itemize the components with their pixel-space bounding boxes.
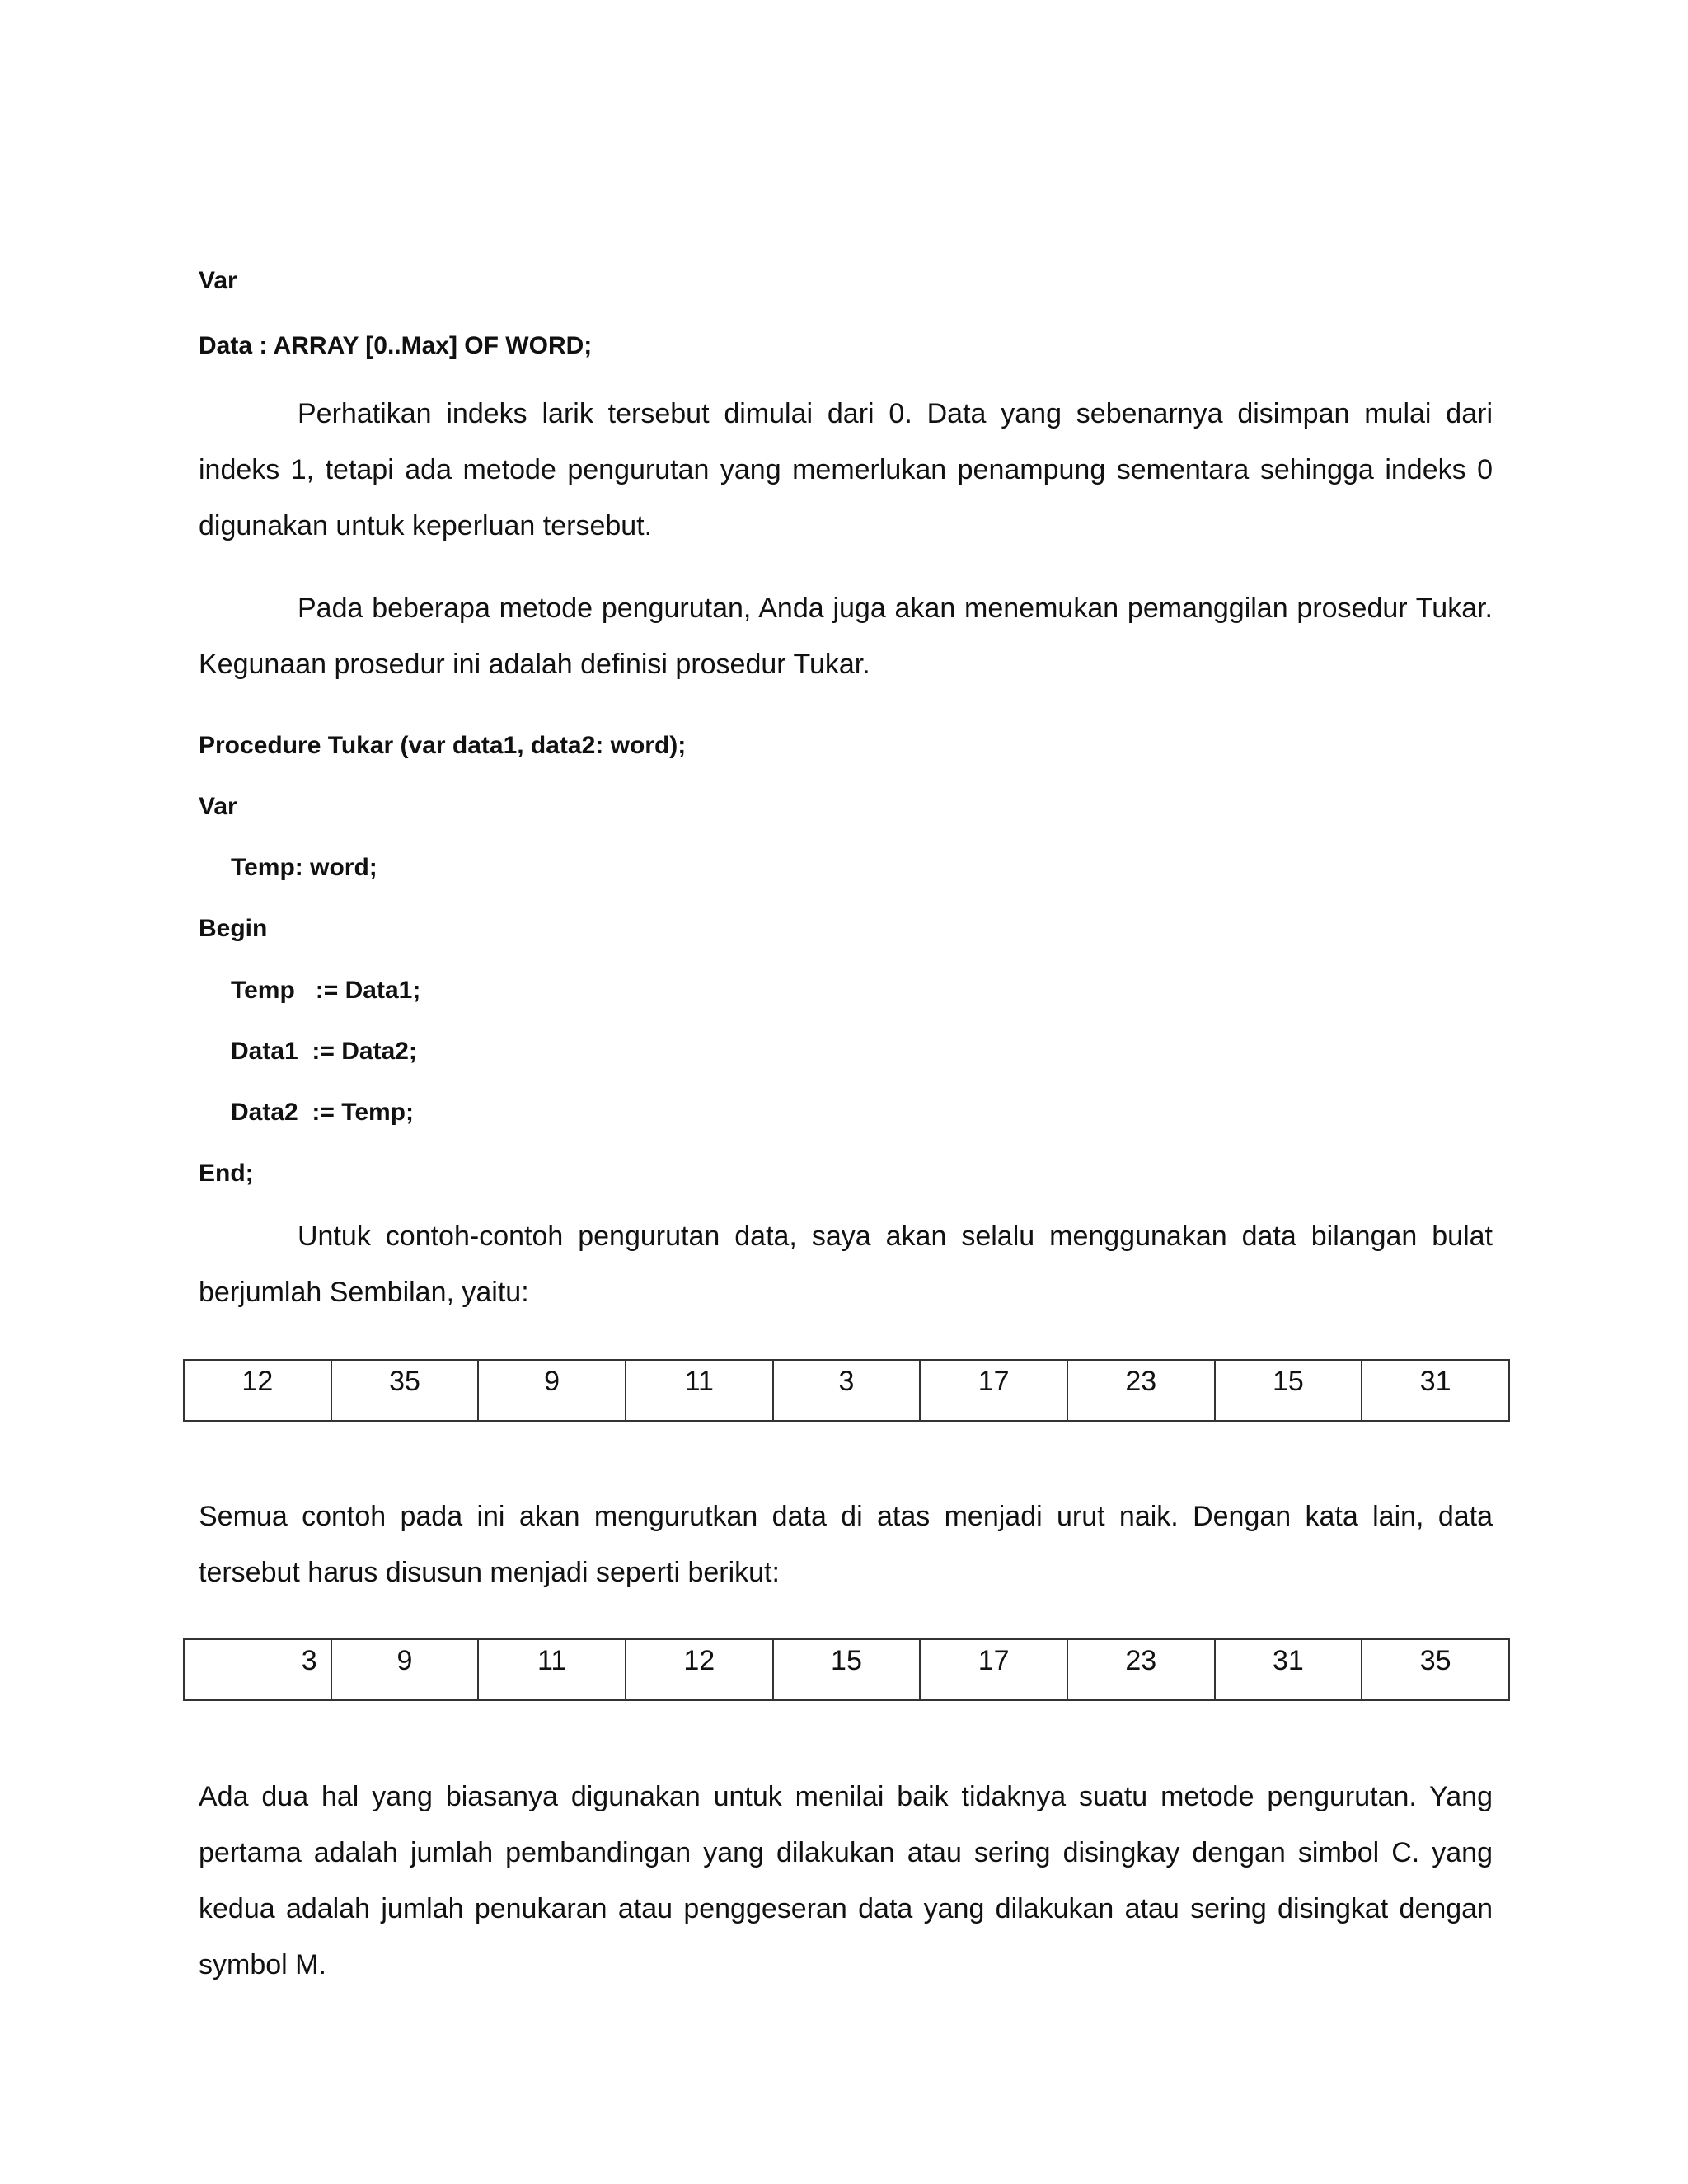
table-cell: 17 xyxy=(920,1639,1067,1700)
unsorted-data-table xyxy=(183,1359,1510,1422)
paragraph-evaluation-criteria: Ada dua hal yang biasanya digunakan untuk menilai baik tidaknya suatu metode pengurutan. Yang pertama adalah jumlah pembandingan yang dilakukan atau sering disingkay dengan simbol C. yang kedua adalah jumlah penukaran atau penggeseran data yang dilakukan atau sering disingkat dengan symbol M. xyxy=(199,1781,1493,1980)
code-statement-1: Temp := Data1; xyxy=(231,977,421,1004)
table-cell: 23 xyxy=(1067,1360,1215,1421)
table-cell: 3 xyxy=(184,1639,331,1700)
table-cell: 31 xyxy=(1215,1639,1362,1700)
table-cell: 9 xyxy=(478,1360,626,1421)
table-cell: 9 xyxy=(331,1639,479,1700)
code-begin-keyword: Begin xyxy=(199,915,268,942)
table-cell: 15 xyxy=(1215,1360,1362,1421)
code-procedure-header: Procedure Tukar (var data1, data2: word); xyxy=(199,732,687,759)
table-row xyxy=(184,1360,1509,1421)
code-statement-2: Data1 := Data2; xyxy=(231,1038,417,1065)
table-cell: 11 xyxy=(626,1360,773,1421)
sorted-data-table xyxy=(183,1638,1510,1701)
code-var-keyword: Var xyxy=(199,267,237,294)
table-cell: 35 xyxy=(1362,1639,1509,1700)
paragraph-array-index: Perhatikan indeks larik tersebut dimulai dari 0. Data yang sebenarnya disimpan mulai dari indeks 1, tetapi ada metode pengurutan yang memerlukan penampung sementara sehingga indeks 0 digunakan untuk keperluan tersebut. xyxy=(199,398,1493,541)
code-statement-3: Data2 := Temp; xyxy=(231,1099,414,1126)
code-array-declaration: Data : ARRAY [0..Max] OF WORD; xyxy=(199,332,593,359)
table-cell: 3 xyxy=(773,1360,921,1421)
table-cell: 31 xyxy=(1362,1360,1509,1421)
table-cell: 35 xyxy=(331,1360,479,1421)
table-cell: 11 xyxy=(478,1639,626,1700)
code-end-keyword: End; xyxy=(199,1160,254,1187)
paragraph-procedure-tukar: Pada beberapa metode pengurutan, Anda juga akan menemukan pemanggilan prosedur Tukar. Kegunaan prosedur ini adalah definisi prosedur Tukar. xyxy=(199,593,1493,680)
paragraph-sorted-intro: Semua contoh pada ini akan mengurutkan data di atas menjadi urut naik. Dengan kata lain, data tersebut harus disusun menjadi seperti berikut: xyxy=(199,1501,1493,1588)
code-var-keyword-2: Var xyxy=(199,793,237,820)
code-temp-declaration: Temp: word; xyxy=(231,854,377,881)
table-cell: 15 xyxy=(773,1639,921,1700)
table-row xyxy=(184,1639,1509,1700)
table-cell: 17 xyxy=(920,1360,1067,1421)
paragraph-example-intro: Untuk contoh-contoh pengurutan data, saya akan selalu menggunakan data bilangan bulat berjumlah Sembilan, yaitu: xyxy=(199,1221,1493,1308)
table-cell: 12 xyxy=(184,1360,331,1421)
table-cell: 23 xyxy=(1067,1639,1215,1700)
table-cell: 12 xyxy=(626,1639,773,1700)
